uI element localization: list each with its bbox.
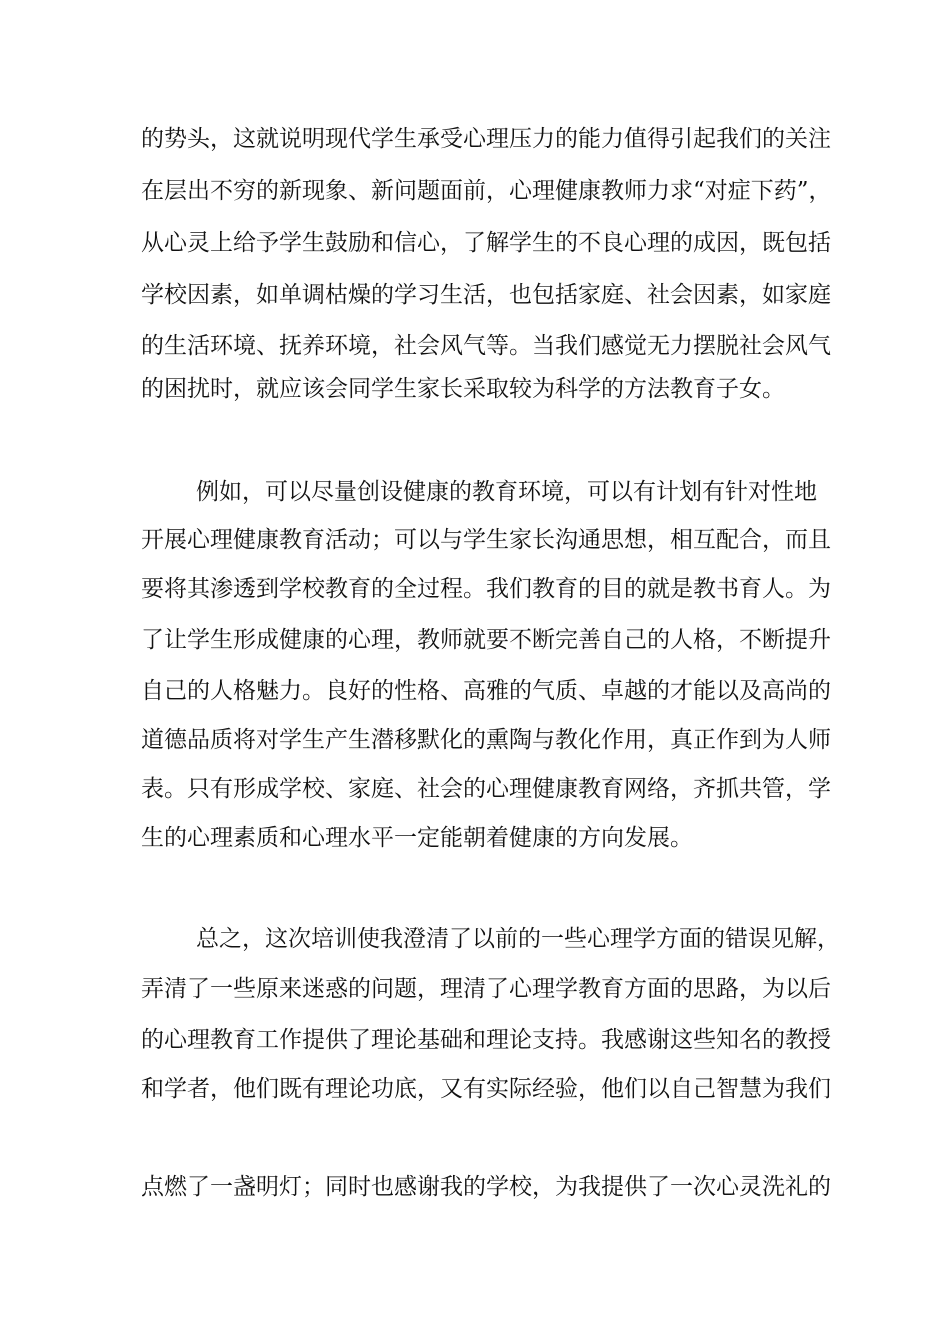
text-line: 点燃了一盏明灯；同时也感谢我的学校，为我提供了一次心灵洗礼的: [141, 1174, 831, 1200]
text-line: 自己的人格魅力。良好的性格、高雅的气质、卓越的才能以及高尚的: [141, 678, 831, 704]
text-line: 开展心理健康教育活动；可以与学生家长沟通思想，相互配合，而且: [141, 527, 831, 553]
text-line: 表。只有形成学校、家庭、社会的心理健康教育网络，齐抓共管，学: [141, 776, 831, 802]
text-line: 弄清了一些原来迷惑的问题，理清了心理学教育方面的思路，为以后: [141, 976, 831, 1002]
text-line: 的困扰时，就应该会同学生家长采取较为科学的方法教育子女。: [141, 376, 785, 402]
text-line: 在层出不穷的新现象、新问题面前，心理健康教师力求“对症下药”，: [141, 178, 832, 204]
text-line: 的心理教育工作提供了理论基础和理论支持。我感谢这些知名的教授: [141, 1027, 831, 1053]
text-line: 的势头，这就说明现代学生承受心理压力的能力值得引起我们的关注: [141, 126, 831, 152]
text-line: 道德品质将对学生产生潜移默化的熏陶与教化作用，真正作到为人师: [141, 727, 831, 753]
text-line-indented: 总之，这次培训使我澄清了以前的一些心理学方面的错误见解，: [196, 926, 840, 952]
text-line: 学校因素，如单调枯燥的学习生活，也包括家庭、社会因素，如家庭: [141, 282, 831, 308]
text-line: 要将其渗透到学校教育的全过程。我们教育的目的就是教书育人。为: [141, 576, 831, 602]
text-line: 的生活环境、抚养环境，社会风气等。当我们感觉无力摆脱社会风气: [141, 333, 831, 359]
text-line: 和学者，他们既有理论功底，又有实际经验，他们以自己智慧为我们: [141, 1076, 831, 1102]
text-line-indented: 例如，可以尽量创设健康的教育环境，可以有计划有针对性地: [196, 479, 817, 505]
text-line: 了让学生形成健康的心理，教师就要不断完善自己的人格，不断提升: [141, 627, 831, 653]
text-line: 从心灵上给予学生鼓励和信心，了解学生的不良心理的成因，既包括: [141, 230, 831, 256]
text-line: 生的心理素质和心理水平一定能朝着健康的方向发展。: [141, 825, 693, 851]
